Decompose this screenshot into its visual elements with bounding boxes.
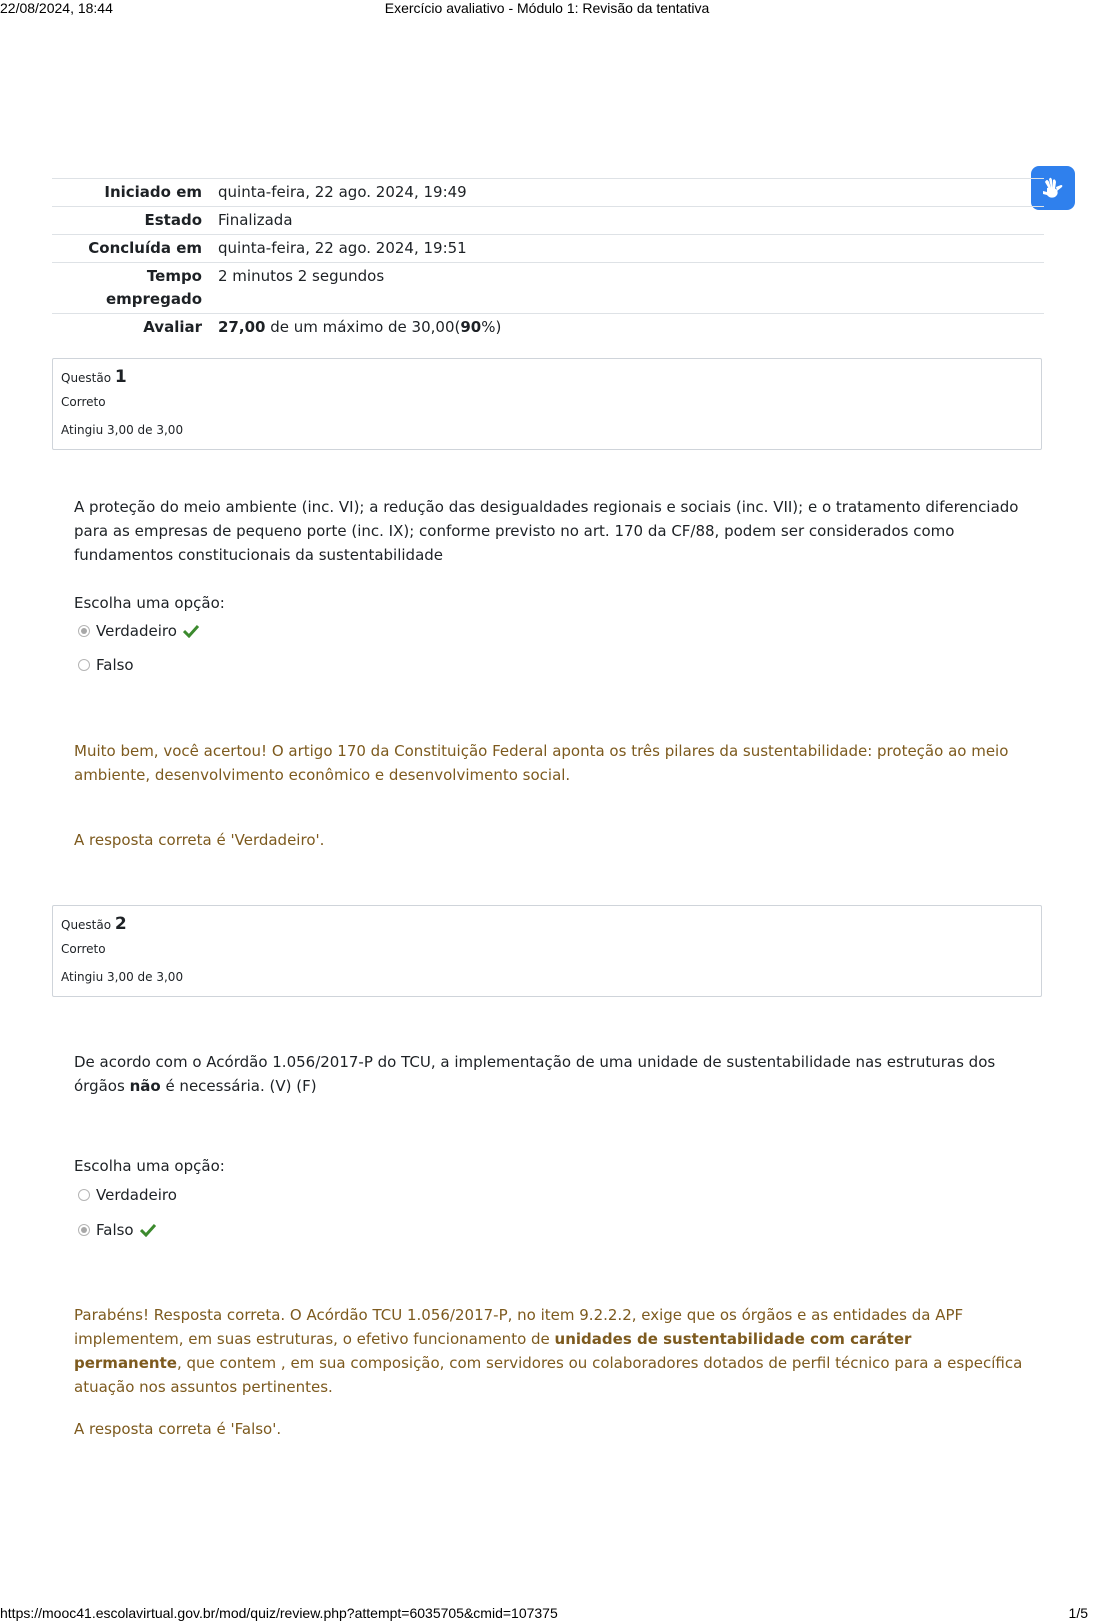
question-1-option-true[interactable]: [78, 621, 199, 641]
grade-middle: de um máximo de 30,00(: [265, 318, 461, 336]
question-2-text-before: De acordo com o Acórdão 1.056/2017-P do TCU, a implementação de uma unidade de sustentabilidade nas estruturas dos órgãos: [74, 1053, 996, 1095]
question-label: Questão: [61, 918, 112, 932]
question-2-state: Correto: [61, 942, 106, 956]
print-page-number: 1/5: [1068, 1605, 1088, 1621]
question-2-feedback: [74, 1303, 1024, 1399]
summary-row-completed: [52, 235, 1044, 263]
time-label-line2: empregado: [105, 290, 202, 308]
time-label: [52, 263, 210, 314]
print-title: Exercício avaliativo - Módulo 1: Revisão da tentativa: [384, 0, 710, 16]
option-label: Falso: [96, 656, 134, 674]
question-number: 2: [114, 914, 127, 934]
question-2-feedback-before: Parabéns! Resposta correta. O Acórdão TCU 1.056/2017-P, no item 9.2.2.2, exige que os órgãos e as entidades da APF implementem, em suas estruturas, o efetivo funcionamento de: [74, 1306, 964, 1348]
question-label: Questão: [61, 371, 112, 385]
question-1-number: [61, 367, 1033, 388]
question-1-option-false[interactable]: [78, 655, 134, 675]
option-label: Falso: [96, 1221, 134, 1239]
started-value: quinta-feira, 22 ago. 2024, 19:49: [210, 179, 1044, 207]
radio-unselected[interactable]: [78, 659, 90, 671]
question-1-grade: Atingiu 3,00 de 3,00: [61, 423, 184, 437]
print-datetime: 22/08/2024, 18:44: [0, 0, 113, 16]
option-label: Verdadeiro: [96, 622, 177, 640]
print-url: https://mooc41.escolavirtual.gov.br/mod/quiz/review.php?attempt=6035705&cmid=107375: [0, 1605, 558, 1621]
radio-unselected[interactable]: [78, 1189, 90, 1201]
grade-value: [210, 314, 1044, 342]
grade-end: %): [481, 318, 502, 336]
time-label-line1: Tempo: [146, 267, 202, 285]
option-label: Verdadeiro: [96, 1186, 177, 1204]
radio-selected[interactable]: [78, 625, 90, 637]
summary-row-state: [52, 207, 1044, 235]
question-2-text-after: é necessária. (V) (F): [160, 1077, 317, 1095]
question-2-right-answer: A resposta correta é 'Falso'.: [74, 1420, 282, 1438]
question-1-feedback: Muito bem, você acertou! O artigo 170 da Constituição Federal aponta os três pilares da sustentabilidade: proteção ao meio ambiente, desenvolvimento econômico e desenvolvimento social.: [74, 742, 1009, 784]
completed-value: quinta-feira, 22 ago. 2024, 19:51: [210, 235, 1044, 263]
question-2-text: [74, 1050, 1024, 1098]
summary-row-started: [52, 179, 1044, 207]
checkmark-icon: [140, 1223, 156, 1237]
print-header: [0, 0, 1094, 16]
grade-score: 27,00: [218, 318, 266, 336]
question-1-prompt: Escolha uma opção:: [74, 594, 225, 612]
question-1-right-answer: A resposta correta é 'Verdadeiro'.: [74, 831, 325, 849]
radio-selected[interactable]: [78, 1224, 90, 1236]
summary-row-grade: [52, 314, 1044, 342]
question-1-info: [52, 358, 1042, 450]
question-2-text-bold: não: [129, 1077, 161, 1095]
question-2-info: [52, 905, 1042, 997]
checkmark-icon: [183, 624, 199, 638]
started-label: Iniciado em: [52, 179, 210, 207]
question-2-prompt: Escolha uma opção:: [74, 1157, 225, 1175]
state-label: Estado: [52, 207, 210, 235]
question-2-grade: Atingiu 3,00 de 3,00: [61, 970, 184, 984]
grade-label: Avaliar: [52, 314, 210, 342]
attempt-summary-table: [52, 178, 1044, 341]
question-2-option-false[interactable]: [78, 1220, 156, 1240]
question-1-text: A proteção do meio ambiente (inc. VI); a redução das desigualdades regionais e sociais (inc. VII); e o tratamento diferenciado para as empresas de pequeno porte (inc. IX); conforme previsto no art. 170 da CF/88, podem ser considerados como fundamentos constitucionais da sustentabilidade: [74, 498, 1019, 564]
state-value: Finalizada: [210, 207, 1044, 235]
question-2-number: [61, 914, 1033, 935]
grade-percent: 90: [460, 318, 482, 336]
completed-label: Concluída em: [52, 235, 210, 263]
question-number: 1: [114, 367, 127, 387]
question-1-state: Correto: [61, 395, 106, 409]
question-2-option-true[interactable]: [78, 1185, 177, 1205]
question-2-feedback-after: , que contem , em sua composição, com servidores ou colaboradores dotados de perfil técnico para a específica atuação nos assuntos pertinentes.: [74, 1354, 1023, 1396]
print-footer: [0, 1605, 1094, 1621]
time-value: 2 minutos 2 segundos: [210, 263, 1044, 314]
summary-row-time: [52, 263, 1044, 314]
question-2-feedback-bold: unidades de sustentabilidade com caráter permanente: [74, 1330, 912, 1372]
